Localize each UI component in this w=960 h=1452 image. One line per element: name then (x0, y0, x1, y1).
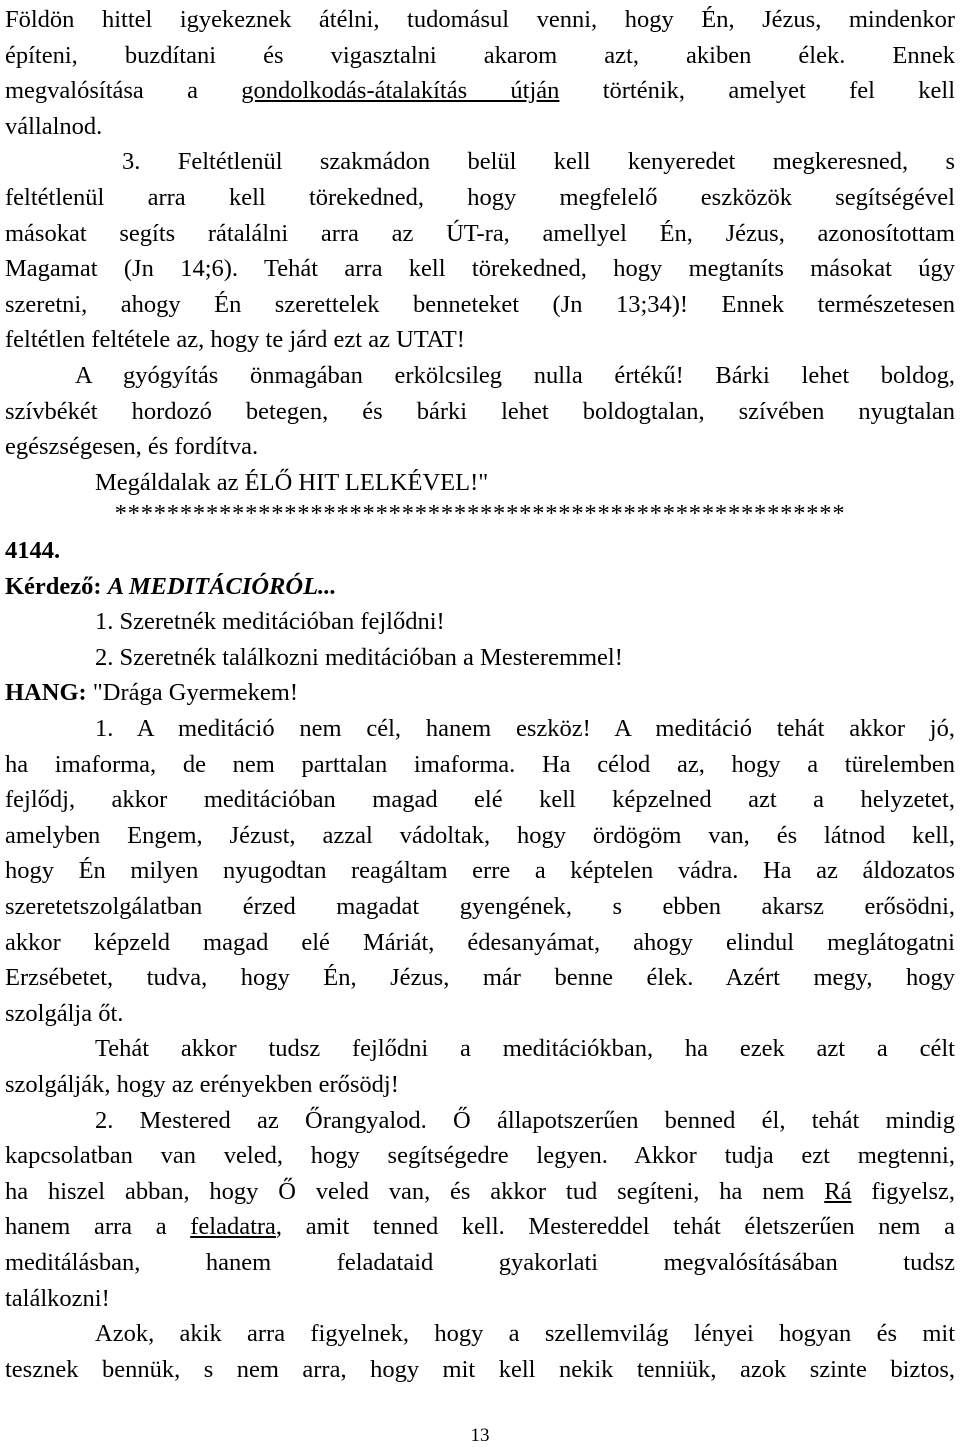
text-line: Földön hittel igyekeznek átélni, tudomásul venni, hogy Én, Jézus, mindenkor (5, 6, 955, 33)
text-line: szolgálják, hogy az erényekben erősödj! (5, 1071, 399, 1098)
text-line: hogy Én milyen nyugodtan reagáltam erre a képtelen vádra. Ha az áldozatos (5, 857, 955, 885)
text-line: szívbékét hordozó betegen, és bárki lehet boldogtalan, szívében nyugtalan (5, 397, 955, 425)
answer-heading: HANG: "Drága Gyermekem! (5, 679, 299, 707)
underlined-phrase: gondolkodás-átalakítás útján (241, 77, 560, 105)
text-line: másokat segíts rátalálni arra az ÚT-ra, amellyel Én, Jézus, azonosítottam (5, 219, 955, 247)
text-line: feltétlen feltétele az, hogy te járd ezt az UTAT! (5, 326, 465, 354)
text-line: megvalósítása a gondolkodás-átalakítás útján történik, amelyet fel kell (5, 77, 955, 105)
text-line: szolgálja őt. (5, 999, 124, 1027)
text-line: ha imaforma, de nem parttalan imaforma. Ha célod az, hogy a türelemben (5, 750, 955, 778)
text-line: Magamat (Jn 14;6). Tehát arra kell törekedned, hogy megtaníts másokat úgy (5, 255, 955, 283)
text-line: feltétlenül arra kell törekedned, hogy megfelelő eszközök segítségével (5, 184, 955, 211)
text-line: meditálásban, hanem feladataid gyakorlati megvalósításában tudsz (5, 1249, 955, 1276)
text-line: Erzsébetet, tudva, hogy Én, Jézus, már benne élek. Azért megy, hogy (5, 964, 955, 992)
closing-line: Megáldalak az ÉLŐ HIT LELKÉVEL!" (95, 468, 489, 496)
question-item: 2. Szeretnék találkozni meditációban a Mesteremmel! (95, 643, 623, 671)
text-line: szeretni, ahogy Én szerettelek benneteket (Jn 13;34)! Ennek természetesen (5, 290, 955, 318)
text-line: 1. A meditáció nem cél, hanem eszköz! A meditáció tehát akkor jó, (95, 715, 955, 742)
question-heading: Kérdező: A MEDITÁCIÓRÓL... (5, 572, 337, 600)
text-line: találkozni! (5, 1284, 110, 1312)
text-line: akkor képzeld magad elé Máriát, édesanyámat, ahogy elindul meglátogatni (5, 928, 955, 956)
text-line: építeni, buzdítani és vigasztalni akarom azt, akiben élek. Ennek (5, 41, 955, 69)
text-line: fejlődj, akkor meditációban magad elé kell képzelned azt a helyzetet, (5, 786, 955, 814)
text-line: vállalnod. (5, 112, 103, 140)
text-line: hanem arra a feladatra, amit tenned kell. Mestereddel tehát életszerűen nem a (5, 1213, 955, 1241)
text-line: amelyben Engem, Jézust, azzal vádoltak, hogy ördögöm van, és látnod kell, (5, 821, 955, 849)
text-line: kapcsolatban van veled, hogy segítségedre legyen. Akkor tudja ezt megtenni, (5, 1142, 955, 1170)
text-line: egészségesen, és fordítva. (5, 433, 259, 461)
question-item: 1. Szeretnék meditációban fejlődni! (95, 608, 445, 636)
page-number: 13 (470, 1425, 490, 1446)
separator-stars: ******************************************************** (114, 500, 846, 527)
text-line: 3. Feltétlenül szakmádon belül kell kenyeredet megkeresned, s (122, 148, 955, 176)
text-line: Tehát akkor tudsz fejlődni a meditációkban, ha ezek azt a célt (95, 1035, 955, 1063)
underlined-word: Rá (824, 1177, 852, 1205)
text-line: Azok, akik arra figyelnek, hogy a szellemvilág lényei hogyan és mit (95, 1320, 955, 1348)
text-line: szeretetszolgálatban érzed magadat gyengének, s ebben akarsz erősödni, (5, 893, 955, 920)
message-number: 4144. (5, 537, 61, 564)
text-line: ha hiszel abban, hogy Ő veled van, és akkor tud segíteni, ha nem Rá figyelsz, (5, 1177, 955, 1205)
underlined-word: feladatra (190, 1213, 276, 1241)
text-line: A gyógyítás önmagában erkölcsileg nulla értékű! Bárki lehet boldog, (75, 362, 955, 389)
text-line: 2. Mestered az Őrangyalod. Ő állapotszerűen benned él, tehát mindig (95, 1106, 955, 1134)
text-line: tesznek bennük, s nem arra, hogy mit kell nekik tenniük, azok szinte biztos, (5, 1355, 955, 1383)
